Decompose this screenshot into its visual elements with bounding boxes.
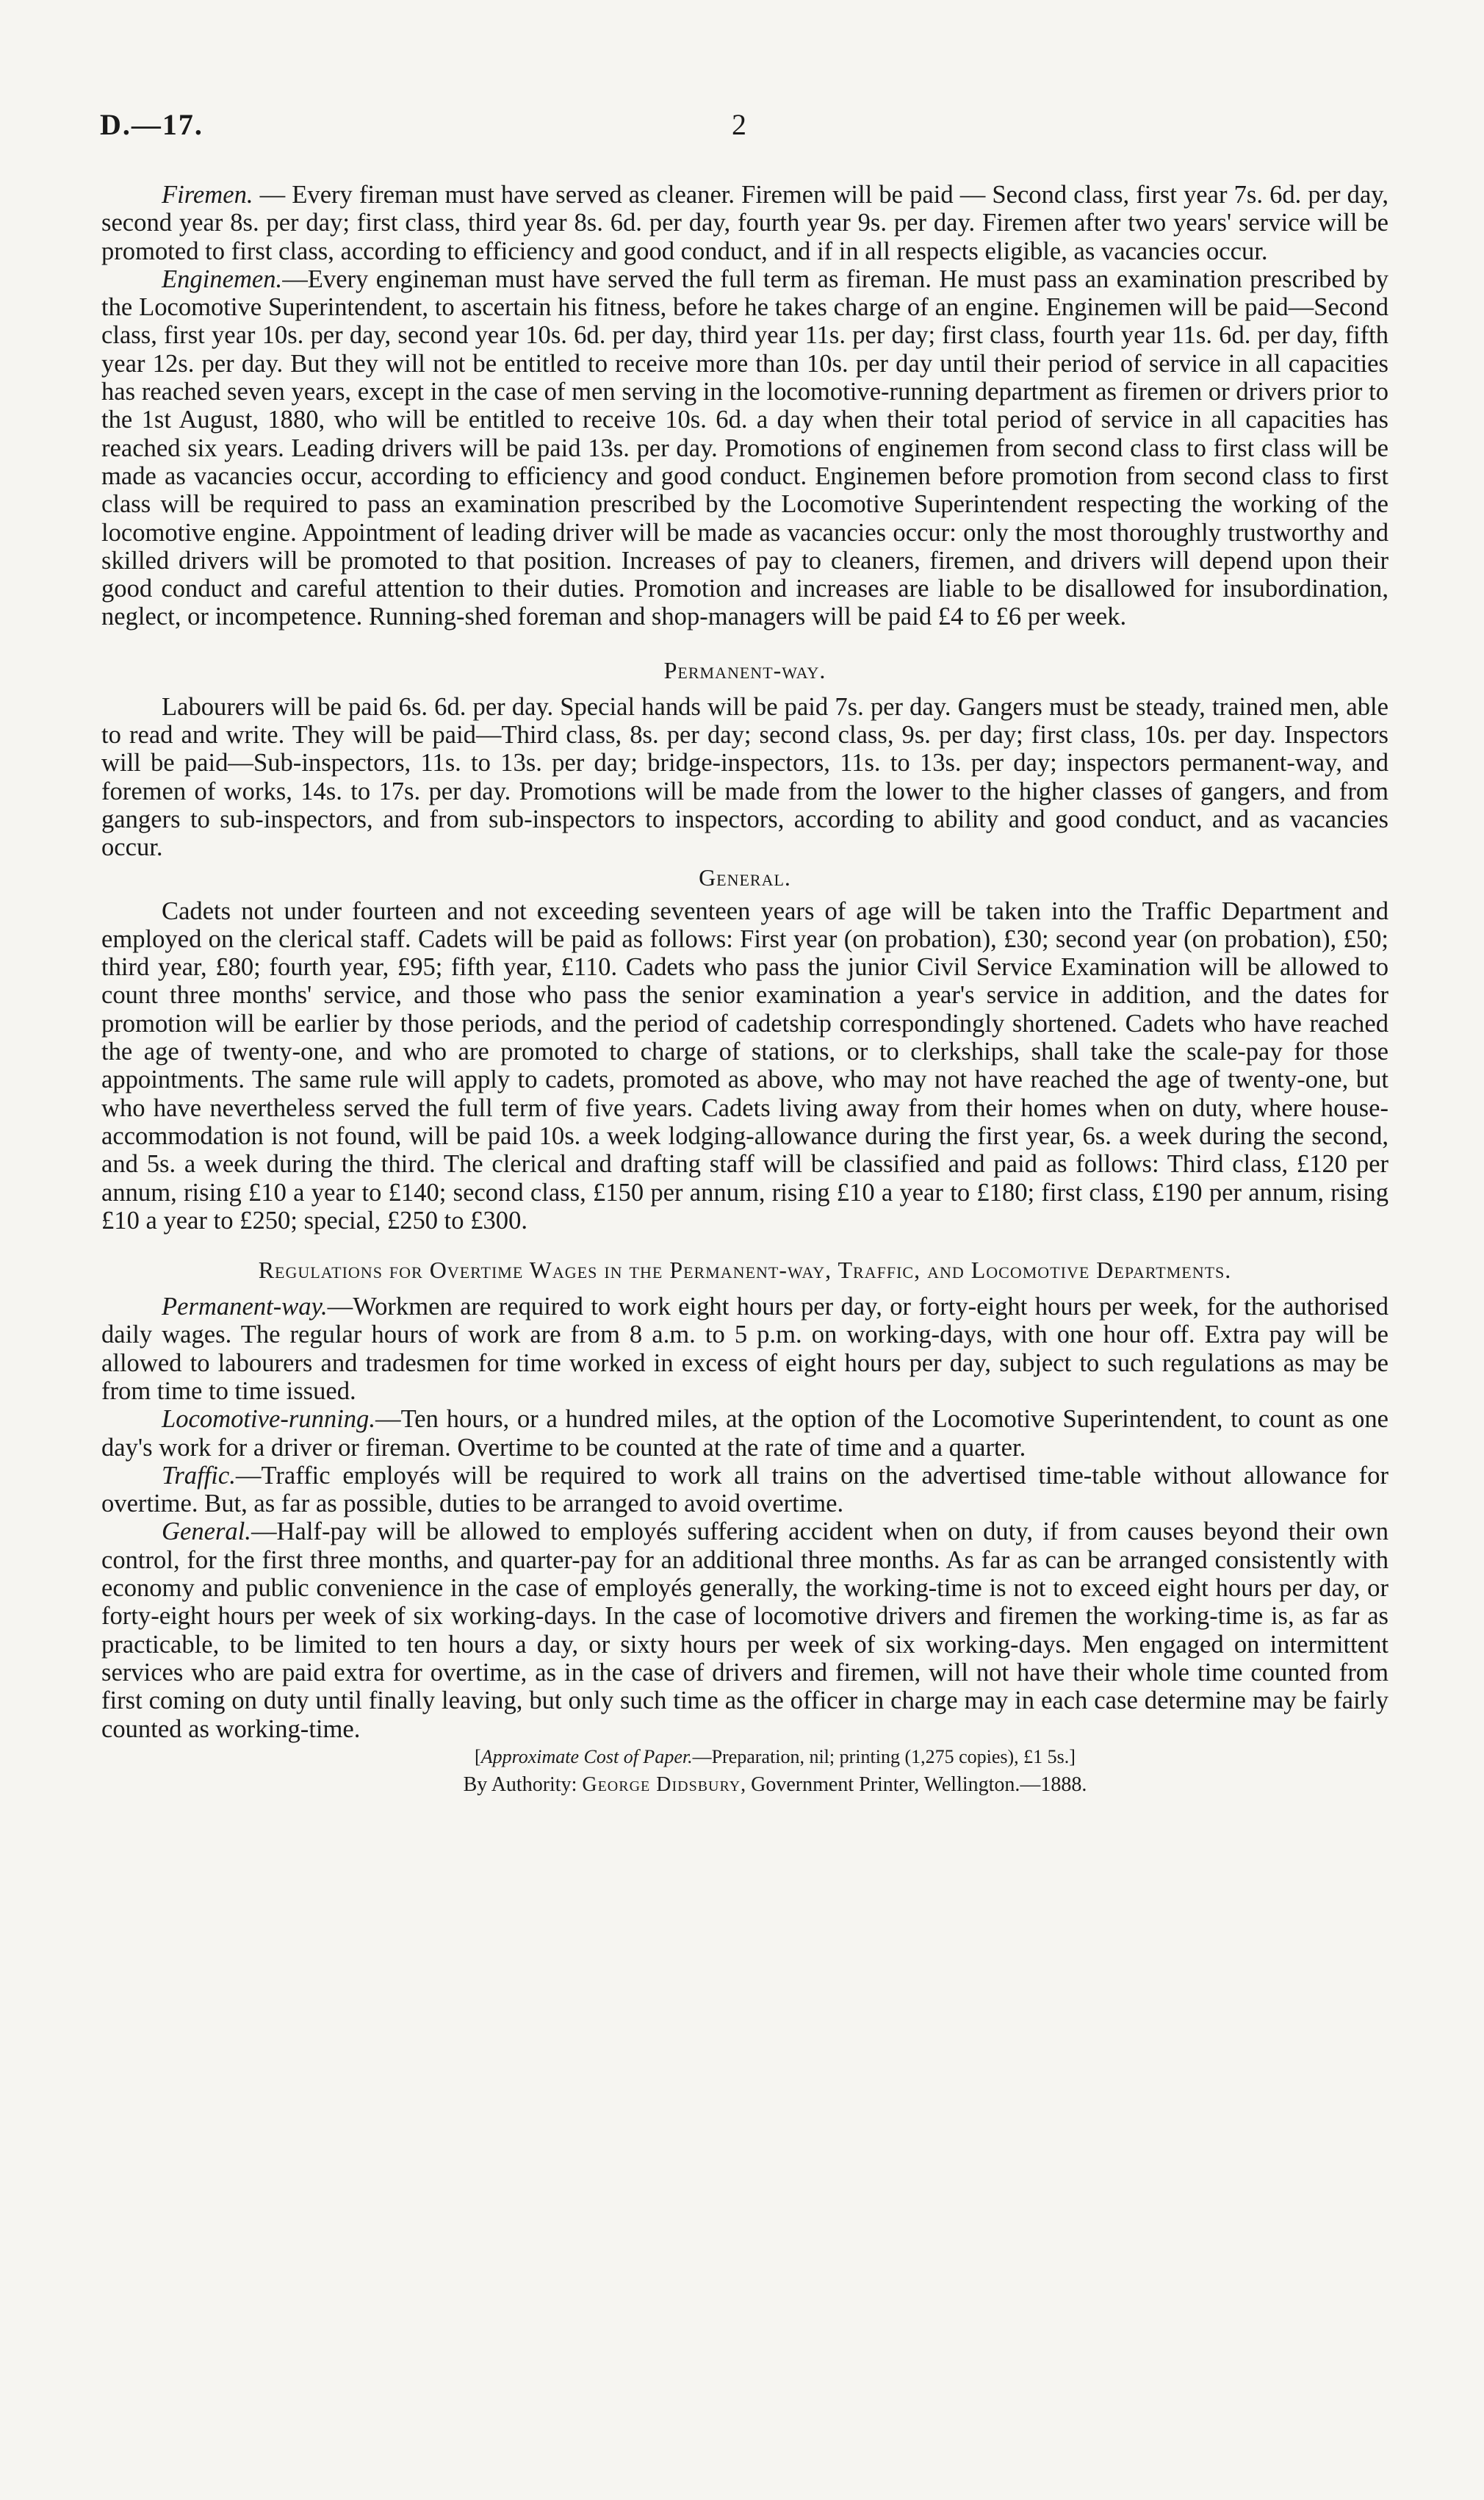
authority-prefix: By Authority:: [463, 1773, 577, 1797]
cost-text: —Preparation, nil; printing (1,275 copies), £1 5s.: [692, 1745, 1070, 1767]
firemen-text: — Every fireman must have served as cleaner. Firemen will be paid — Second class, first year 7s. 6d. per day, second year 8s. per day; first class, third year 8s. 6d. per day, fourth year 9s. per day. Firemen after two years' service will be promoted to first class, according to efficiency and good conduct, and if in all respects eligible, as vacancies occur.: [101, 181, 1388, 265]
firemen-paragraph: [101, 181, 1388, 265]
cost-of-paper-note: [Approximate Cost of Paper.—Preparation, nil; printing (1,275 copies), £1 5s.]: [475, 1745, 1076, 1767]
general-heading: General.: [699, 863, 791, 891]
general-paragraph: Cadets not under fourteen and not exceeding seventeen years of age will be taken into the Traffic Department and employed on the clerical staff. Cadets will be paid as follows: First year (on probation), £30; second year (on probation), £50; third year, £80; fourth year, £95; fifth year, £110. Cadets who pass the junior Civil Service Examination will be allowed to count three months' service, and those who pass the senior examination a year's service in addition, and the dates for promotion will be earlier by those periods, and the period of cadetship correspondingly shortened. Cadets who have reached the age of twenty-one, and who are promoted to charge of stations, or to clerkships, shall take the scale-pay for those appointments. The same rule will apply to cadets, promoted as above, who may not have reached the age of twenty-one, but who have nevertheless served the full term of five years. Cadets living away from their homes when on duty, where house-accommodation is not found, will be paid 10s. a week lodging-allowance during the first year, 6s. a week during the second, and 5s. a week during the third. The clerical and drafting staff will be classified and paid as follows: Third class, £120 per annum, rising £10 a year to £140; second class, £150 per annum, rising £10 a year to £180; first class, £190 per annum, rising £10 a year to £250; special, £250 to £300.: [101, 897, 1388, 1235]
regulation-label: Locomotive-running.: [162, 1405, 375, 1434]
regulation-traffic: [101, 1462, 1388, 1518]
regulation-text: —Half-pay will be allowed to employés suffering accident when on duty, if from causes beyond their own control, for the first three months, and quarter-pay for an additional three months. As far as can be arranged consistently with economy and public convenience in the case of employés generally, the working-time is not to exceed eight hours per day, or forty-eight hours per week of six working-days. In the case of locomotive drivers and firemen the working-time is, as far as practicable, to be limited to ten hours a day, or sixty hours per week of six working-days. Men engaged on intermittent services who are paid extra for overtime, as in the case of drivers and firemen, will not have their whole time counted from first coming on duty until finally leaving, but only such time as the officer in charge may in each case determine may be fairly counted as working-time.: [101, 1517, 1388, 1743]
enginemen-label: Enginemen.: [162, 265, 283, 293]
authority-suffix: , Government Printer, Wellington.—1888.: [741, 1773, 1087, 1797]
regulation-text: —Ten hours, or a hundred miles, at the option of the Locomotive Superintendent, to count as one day's work for a driver or fireman. Overtime to be counted at the rate of time and a quarter.: [101, 1405, 1388, 1462]
permanent-way-heading: Permanent-way.: [663, 656, 826, 683]
regulation-label: Permanent-way.: [162, 1293, 328, 1321]
enginemen-text: —Every engineman must have served the full term as fireman. He must pass an examination prescribed by the Locomotive Superintendent, to ascertain his fitness, before he takes charge of an engine. Enginemen will be paid—Second class, first year 10s. per day, second year 10s. 6d. per day, third year 11s. per day; first class, fourth year 11s. 6d. per day, fifth year 12s. per day. But they will not be entitled to receive more than 10s. per day until their period of service in all capacities has reached seven years, except in the case of men serving in the locomotive-running department as firemen or drivers prior to the 1st August, 1880, who will be entitled to receive 10s. 6d. a day when their total period of service in all capacities has reached six years. Leading drivers will be paid 13s. per day. Promotions of enginemen from second class to first class will be made as vacancies occur, according to efficiency and good conduct. Enginemen before promotion from second class to first class will be required to pass an examination prescribed by the Locomotive Superintendent respecting the working of the locomotive engine. Appointment of leading driver will be made as vacancies occur: only the most thoroughly trustworthy and skilled drivers will be promoted to that position. Increases of pay to cleaners, firemen, and drivers will depend upon their good conduct and careful attention to their duties. Promotion and increases are liable to be disallowed for insubordination, neglect, or incompetence. Running-shed foreman and shop-managers will be paid £4 to £6 per week.: [101, 265, 1388, 631]
regulations-heading: Regulations for Overtime Wages in the Permanent-way, Traffic, and Locomotive Departments.: [258, 1257, 1232, 1284]
regulation-text: —Workmen are required to work eight hours per day, or forty-eight hours per week, for the authorised daily wages. The regular hours of work are from 8 a.m. to 5 p.m. on working-days, with one hour off. Extra pay will be allowed to labourers and tradesmen for time worked in excess of eight hours per day, subject to such regulations as may be from time to time issued.: [101, 1293, 1388, 1405]
document-reference: D.—17.: [100, 108, 203, 141]
printer-authority-line: [101, 1771, 1388, 1799]
regulation-locomotive-running: [101, 1405, 1388, 1462]
permanent-way-paragraph: Labourers will be paid 6s. 6d. per day. Special hands will be paid 7s. per day. Gangers must be steady, trained men, able to read and write. They will be paid—Third class, 8s. per day; second class, 9s. per day; first class, 10s. per day. Inspectors will be paid—Sub-inspectors, 11s. to 13s. per day; bridge-inspectors, 11s. to 13s. per day; inspectors permanent-way, and foremen of works, 14s. to 17s. per day. Promotions will be made from the lower to the higher classes of gangers, and from gangers to sub-inspectors, and from sub-inspectors to inspectors, according to ability and good conduct, and as vacancies occur.: [101, 692, 1388, 862]
cost-label: Approximate Cost of Paper.: [480, 1745, 693, 1767]
page-header: [100, 107, 1393, 151]
regulation-permanent-way: [101, 1293, 1388, 1405]
document-body: [101, 181, 1388, 1799]
regulation-text: —Traffic employés will be required to work all trains on the advertised time-table without allowance for overtime. But, as far as possible, duties to be arranged to avoid overtime.: [101, 1461, 1388, 1518]
enginemen-paragraph: [101, 265, 1388, 631]
regulation-general: [101, 1517, 1388, 1742]
printer-name: George Didsbury: [582, 1773, 741, 1797]
firemen-label: Firemen.: [162, 181, 253, 209]
regulation-label: Traffic.: [162, 1461, 236, 1490]
regulation-label: General.: [162, 1517, 251, 1546]
page-number: 2: [732, 108, 746, 141]
